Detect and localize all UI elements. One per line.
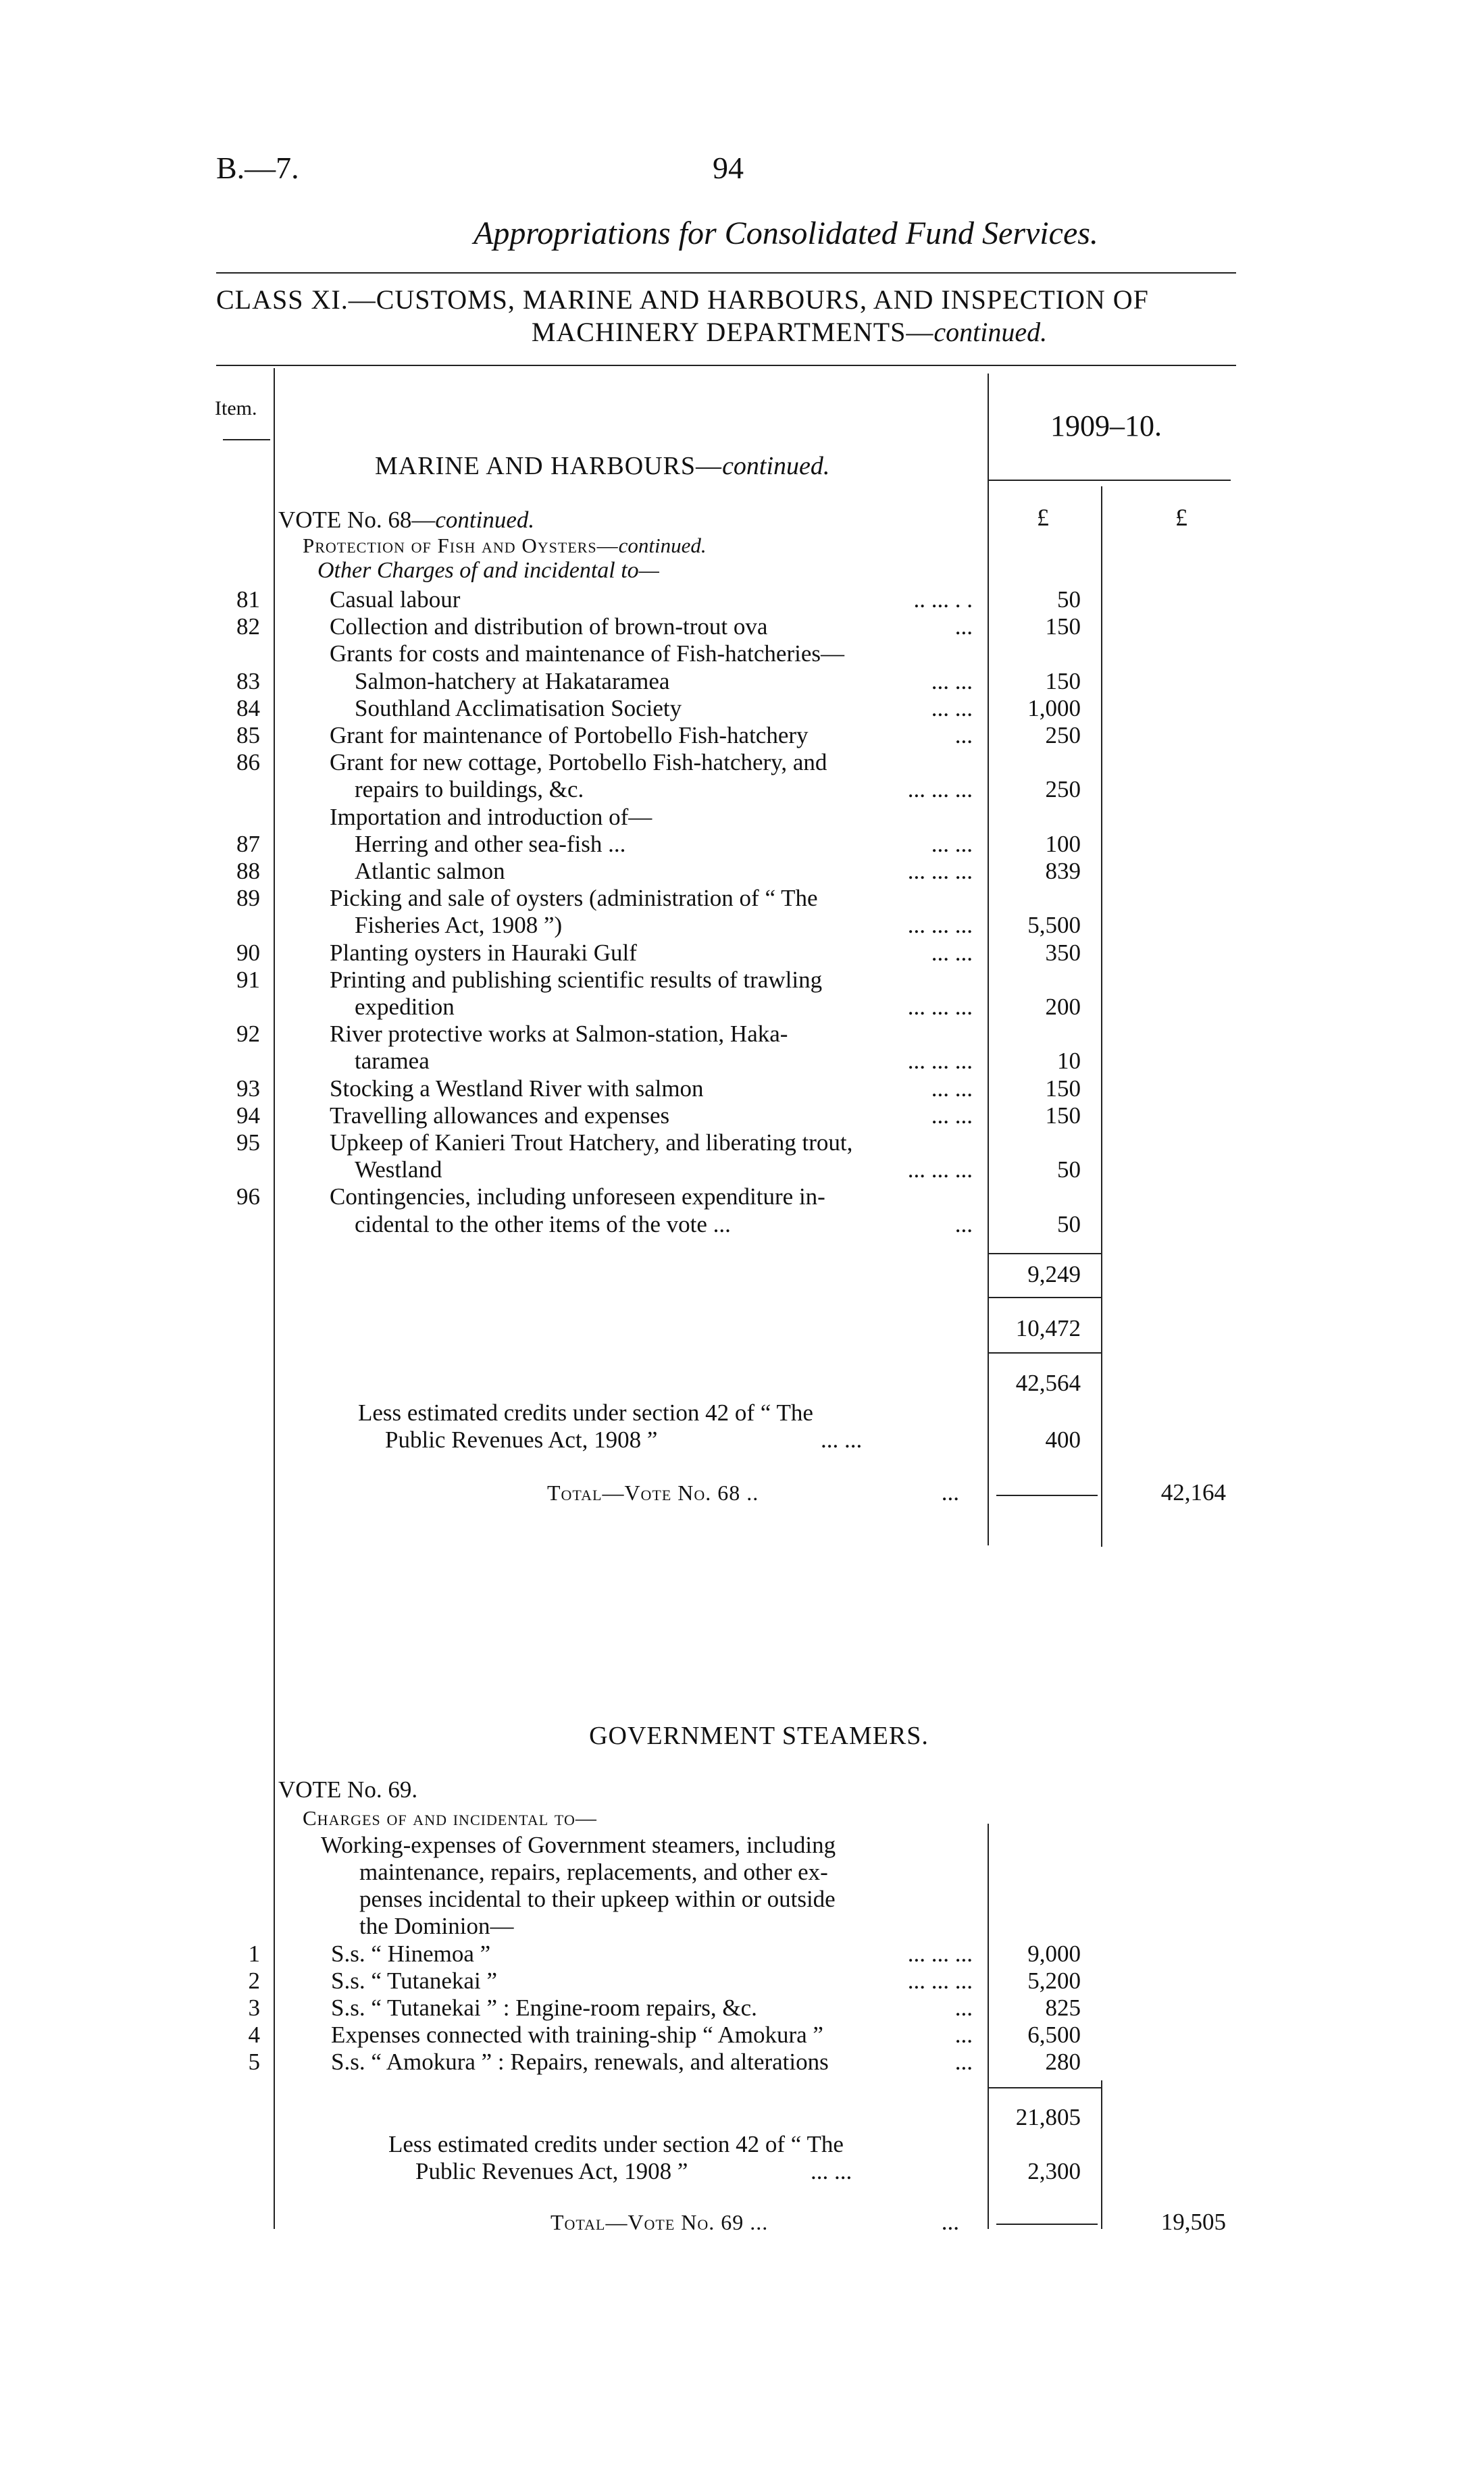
steamer-item-number: 2 (248, 1968, 260, 1994)
marine-row (0, 858, 1484, 885)
steamer-row (0, 1968, 1484, 1995)
steamer-item-leader: ... (954, 2022, 973, 2048)
marine-row (0, 1211, 1484, 1238)
marine-item-description: Atlantic salmon (355, 858, 505, 884)
steamer-row (0, 2049, 1484, 2076)
fish-oysters-suffix: continued. (618, 534, 707, 557)
class-rule (216, 365, 1236, 366)
steamers-description-line (0, 1859, 1484, 1886)
marine-item-leader: ... ... ... (907, 912, 973, 939)
marine-item-amount: 50 (1057, 586, 1081, 613)
marine-item-description: Travelling allowances and expenses (330, 1102, 670, 1129)
vote-68-total-row (0, 1479, 1484, 1506)
steamer-row (0, 2022, 1484, 2049)
steamer-item-amount: 9,000 (1027, 1941, 1081, 1967)
marine-item-amount: 1,000 (1027, 694, 1081, 721)
marine-item-description: Contingencies, including unforeseen expenditure in- (330, 1183, 825, 1210)
steamers-description-text: the Dominion— (359, 1913, 514, 1939)
marine-subtotal-3-row (0, 1370, 1484, 1397)
marine-item-number: 94 (236, 1102, 260, 1129)
currency-header-2: £ (1175, 504, 1187, 531)
marine-item-description: cidental to the other items of the vote ... (355, 1210, 731, 1237)
vote-69-heading: VOTE No. 69. (278, 1776, 418, 1803)
marine-item-leader: ... ... (931, 667, 973, 694)
marine-row (0, 695, 1484, 722)
marine-item-number: 82 (236, 613, 260, 640)
vote-68-total-rule (996, 1495, 1098, 1496)
item-column-header: Item. (215, 397, 257, 419)
steamers-description-line (0, 1886, 1484, 1913)
steamers-description-line (0, 1832, 1484, 1859)
marine-credits-leader: ... ... (821, 1427, 863, 1453)
steamers-subtotal-rule (988, 2087, 1101, 2088)
vote-68-suffix: continued. (435, 507, 535, 533)
marine-credits-amount: 400 (1045, 1427, 1081, 1453)
marine-item-description: Stocking a Westland River with salmon (330, 1075, 704, 1102)
vote-69-total-amount: 19,505 (1160, 2209, 1226, 2235)
marine-row (0, 613, 1484, 640)
marine-item-leader: ... ... (931, 1102, 973, 1129)
fish-oysters-subhead (303, 534, 707, 558)
marine-item-leader: ... ... (931, 694, 973, 721)
marine-item-description: Grants for costs and maintenance of Fish-hatcheries— (330, 640, 844, 667)
marine-item-amount: 150 (1045, 1102, 1081, 1129)
marine-item-description: Collection and distribution of brown-trout ova (330, 613, 768, 640)
marine-subtotal-rule-2 (988, 1297, 1101, 1298)
vote-68-heading (278, 507, 534, 534)
marine-row (0, 668, 1484, 695)
document-code: B.—7. (216, 151, 299, 185)
marine-row (0, 940, 1484, 967)
marine-item-number: 84 (236, 694, 260, 721)
marine-item-leader: ... ... ... (907, 776, 973, 803)
marine-item-description: Herring and other sea-fish ... (355, 830, 626, 857)
steamers-description-text: Working-expenses of Government steamers, including (321, 1832, 836, 1858)
marine-item-leader: .. ... . . (913, 586, 973, 613)
steamer-item-description: S.s. “ Tutanekai ” (331, 1968, 497, 1994)
marine-item-number: 85 (236, 722, 260, 748)
marine-credits-row-1 (0, 1400, 1484, 1427)
marine-item-number: 81 (236, 586, 260, 613)
marine-item-amount: 250 (1045, 722, 1081, 748)
steamer-item-number: 5 (248, 2049, 260, 2075)
marine-subtotal-1: 9,249 (1027, 1261, 1081, 1287)
class-heading-line2 (0, 316, 1484, 348)
marine-item-description: Fisheries Act, 1908 ”) (355, 912, 563, 939)
marine-row (0, 1129, 1484, 1156)
marine-item-description: Southland Acclimatisation Society (355, 694, 682, 721)
page-title: Appropriations for Consolidated Fund Services. (474, 215, 1098, 251)
marine-item-leader: ... ... ... (907, 858, 973, 884)
marine-item-leader: ... (954, 1210, 973, 1237)
marine-heading-text: MARINE AND HARBOURS— (375, 452, 723, 480)
marine-item-description: expedition (355, 994, 455, 1020)
steamers-subtotal: 21,805 (1015, 2104, 1081, 2130)
vote-69-total-leader: ... (941, 2209, 959, 2235)
marine-row (0, 1048, 1484, 1075)
marine-item-leader: ... (954, 613, 973, 640)
marine-row (0, 1183, 1484, 1210)
marine-subtotal-rule-3 (988, 1352, 1101, 1354)
marine-item-description: Grant for maintenance of Portobello Fish-hatchery (330, 722, 809, 748)
marine-row (0, 994, 1484, 1021)
marine-item-description: Upkeep of Kanieri Trout Hatchery, and liberating trout, (330, 1129, 853, 1156)
marine-row (0, 912, 1484, 939)
marine-item-number: 92 (236, 1021, 260, 1048)
marine-item-description: Picking and sale of oysters (administration of “ The (330, 885, 818, 912)
steamer-item-amount: 5,200 (1027, 1968, 1081, 1994)
steamers-description-text: penses incidental to their upkeep within or outside (359, 1886, 836, 1912)
marine-row (0, 586, 1484, 613)
page-number: 94 (713, 151, 744, 185)
marine-item-description: Salmon-hatchery at Hakataramea (355, 667, 670, 694)
steamer-item-number: 3 (248, 1995, 260, 2021)
marine-item-amount: 50 (1057, 1210, 1081, 1237)
steamer-item-leader: ... ... ... (907, 1968, 973, 1994)
marine-subtotal-1-row (0, 1261, 1484, 1288)
marine-item-number: 88 (236, 858, 260, 884)
marine-item-amount: 5,500 (1027, 912, 1081, 939)
marine-row (0, 749, 1484, 776)
steamer-item-amount: 6,500 (1027, 2022, 1081, 2048)
marine-item-number: 95 (236, 1129, 260, 1156)
steamers-subhead: Charges of and incidental to— (303, 1806, 597, 1830)
marine-row (0, 1156, 1484, 1183)
vote-68-total-amount: 42,164 (1160, 1479, 1226, 1506)
steamer-item-description: S.s. “ Tutanekai ” : Engine-room repairs, &c. (331, 1995, 757, 2021)
steamer-item-leader: ... (954, 1995, 973, 2021)
marine-credits-line2: Public Revenues Act, 1908 ” (385, 1427, 658, 1453)
marine-item-number: 86 (236, 749, 260, 776)
marine-row (0, 640, 1484, 667)
steamers-description-text: maintenance, repairs, replacements, and other ex- (359, 1859, 828, 1885)
steamers-credits-row-2 (0, 2158, 1484, 2185)
steamers-section-heading: GOVERNMENT STEAMERS. (589, 1722, 929, 1750)
marine-item-amount: 150 (1045, 1075, 1081, 1102)
marine-item-leader: ... (954, 722, 973, 748)
marine-credits-line1: Less estimated credits under section 42 of “ The (358, 1400, 813, 1426)
marine-subtotal-3: 42,564 (1015, 1370, 1081, 1396)
marine-row (0, 722, 1484, 749)
marine-item-description: River protective works at Salmon-station, Haka- (330, 1021, 788, 1048)
steamers-credits-line1: Less estimated credits under section 42 of “ The (388, 2131, 844, 2157)
class-heading-line1: CLASS XI.—CUSTOMS, MARINE AND HARBOURS, AND INSPECTION OF (216, 284, 1149, 315)
steamer-item-amount: 280 (1045, 2049, 1081, 2075)
marine-row (0, 1075, 1484, 1102)
marine-item-description: Westland (355, 1156, 442, 1183)
marine-item-number: 90 (236, 939, 260, 966)
steamers-credits-leader: ... ... (811, 2158, 852, 2184)
marine-row (0, 1021, 1484, 1048)
marine-item-number: 96 (236, 1183, 260, 1210)
marine-item-description: Grant for new cottage, Portobello Fish-hatchery, and (330, 749, 827, 776)
steamer-item-amount: 825 (1045, 1995, 1081, 2021)
marine-item-leader: ... ... ... (907, 994, 973, 1020)
fish-oysters-text: Protection of Fish and Oysters— (303, 534, 619, 557)
marine-item-leader: ... ... (931, 939, 973, 966)
marine-item-leader: ... ... (931, 1075, 973, 1102)
steamer-item-leader: ... (954, 2049, 973, 2075)
steamer-row (0, 1995, 1484, 2022)
marine-row (0, 776, 1484, 803)
marine-item-amount: 10 (1057, 1048, 1081, 1075)
marine-item-amount: 150 (1045, 667, 1081, 694)
vote-68-text: VOTE No. 68— (278, 507, 436, 533)
currency-header-1: £ (1037, 504, 1049, 531)
year-header-rule (988, 480, 1231, 481)
marine-heading-suffix: continued. (722, 452, 830, 480)
other-charges-subhead: Other Charges of and incidental to— (317, 558, 659, 583)
marine-item-amount: 200 (1045, 994, 1081, 1020)
class-heading-line2-suffix: continued. (933, 317, 1048, 347)
steamers-description-line (0, 1913, 1484, 1940)
marine-item-amount: 100 (1045, 830, 1081, 857)
marine-item-number: 87 (236, 830, 260, 857)
marine-subtotal-2-row (0, 1315, 1484, 1342)
marine-row (0, 804, 1484, 831)
marine-item-amount: 50 (1057, 1156, 1081, 1183)
steamer-item-leader: ... ... ... (907, 1941, 973, 1967)
vote-69-total-row (0, 2209, 1484, 2236)
marine-item-number: 93 (236, 1075, 260, 1102)
year-column-header: 1909–10. (1050, 409, 1162, 442)
marine-item-description: Planting oysters in Hauraki Gulf (330, 939, 637, 966)
marine-item-leader: ... ... (931, 830, 973, 857)
marine-item-description: Casual labour (330, 586, 461, 613)
steamer-item-description: Expenses connected with training-ship “ Amokura ” (331, 2022, 823, 2048)
vote-68-total-label: Total—Vote No. 68 .. (547, 1481, 759, 1505)
marine-item-number: 89 (236, 885, 260, 912)
marine-item-description: repairs to buildings, &c. (355, 776, 584, 803)
marine-row (0, 831, 1484, 858)
steamers-subtotal-row (0, 2104, 1484, 2131)
marine-row (0, 885, 1484, 912)
vote-68-total-leader: ... (941, 1479, 959, 1506)
marine-item-description: Importation and introduction of— (330, 803, 653, 830)
marine-row (0, 1102, 1484, 1129)
steamer-item-number: 4 (248, 2022, 260, 2048)
marine-credits-row-2 (0, 1427, 1484, 1454)
marine-item-amount: 839 (1045, 858, 1081, 884)
marine-item-number: 83 (236, 667, 260, 694)
steamers-credits-row-1 (0, 2131, 1484, 2158)
steamer-item-description: S.s. “ Hinemoa ” (331, 1941, 491, 1967)
marine-row (0, 967, 1484, 994)
marine-item-number: 91 (236, 966, 260, 993)
steamer-item-number: 1 (248, 1941, 260, 1967)
steamers-credits-line2: Public Revenues Act, 1908 ” (415, 2158, 688, 2184)
steamer-item-description: S.s. “ Amokura ” : Repairs, renewals, and alterations (331, 2049, 829, 2075)
marine-item-amount: 150 (1045, 613, 1081, 640)
vote-69-total-label: Total—Vote No. 69 ... (551, 2210, 769, 2234)
title-rule (216, 272, 1236, 274)
marine-item-description: Printing and publishing scientific results of trawling (330, 966, 823, 993)
marine-section-heading (375, 451, 829, 481)
class-heading-line2-text: MACHINERY DEPARTMENTS— (531, 317, 934, 347)
marine-item-amount: 250 (1045, 776, 1081, 803)
marine-item-description: taramea (355, 1048, 430, 1075)
marine-subtotal-2: 10,472 (1015, 1315, 1081, 1341)
marine-subtotal-rule-1 (988, 1253, 1101, 1254)
steamers-credits-amount: 2,300 (1027, 2158, 1081, 2184)
item-header-rule (223, 439, 270, 440)
marine-item-amount: 350 (1045, 939, 1081, 966)
vote-69-total-rule (996, 2224, 1098, 2225)
marine-item-leader: ... ... ... (907, 1156, 973, 1183)
steamer-row (0, 1941, 1484, 1968)
marine-item-leader: ... ... ... (907, 1048, 973, 1075)
